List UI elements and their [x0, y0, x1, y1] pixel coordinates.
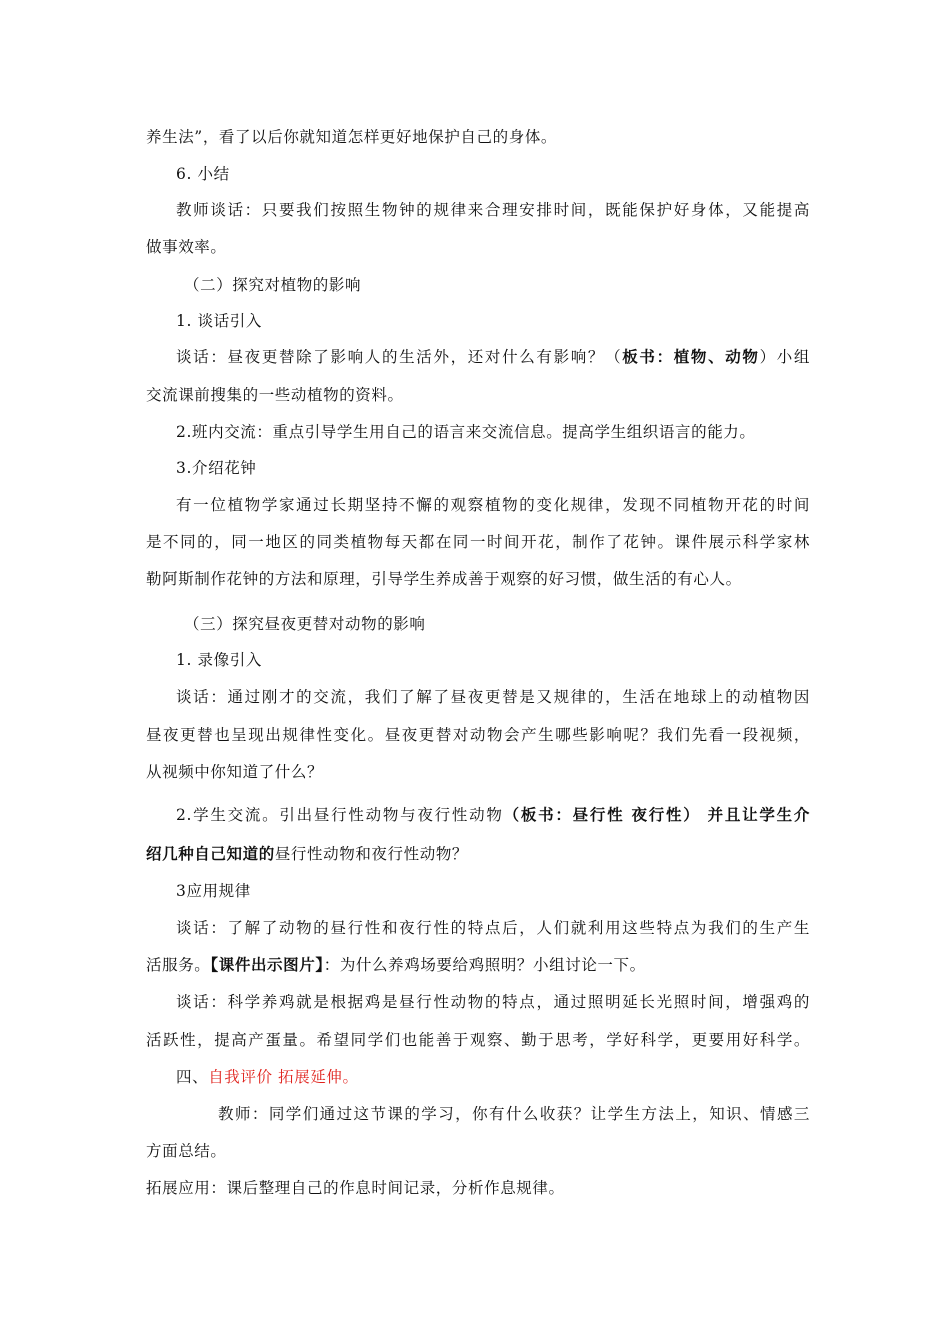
paragraph-line: 谈话：通过刚才的交流，我们了解了昼夜更替是又规律的，生活在地球上的动植物因	[176, 688, 810, 706]
section-heading-summary: 6. 小结	[176, 165, 230, 183]
subheading-video-intro: 1. 录像引入	[176, 651, 262, 669]
text-run: 谈话：昼夜更替除了影响人的生活外，还对什么有影响？（	[176, 348, 623, 366]
text-run: ：为什么养鸡场要给鸡照明？小组讨论一下。	[323, 956, 646, 974]
paragraph-line	[176, 347, 810, 367]
text-run: 2.学生交流。引出昼行性动物与夜行性动物	[176, 806, 504, 824]
board-note: 板书：植物、动物	[622, 347, 760, 366]
text-run: 昼行性动物和夜行性动物？	[274, 845, 469, 863]
paragraph-line: 活跃性，提高产蛋量。希望同学们也能善于观察、勤于思考，学好科学，更要用好科学。	[146, 1031, 810, 1049]
courseware-note: 【课件出示图片】	[210, 955, 324, 974]
subheading-apply-rules: 3应用规律	[176, 882, 251, 900]
paragraph-line: 是不同的，同一地区的同类植物每天都在同一时间开花，制作了花钟。课件展示科学家林	[146, 533, 810, 551]
paragraph-line: 养生法”，看了以后你就知道怎样更好地保护自己的身体。	[146, 128, 558, 146]
paragraph-line: 谈话：科学养鸡就是根据鸡是昼行性动物的特点，通过照明延长光照时间，增强鸡的	[176, 993, 810, 1011]
section-heading-evaluation	[176, 1067, 810, 1087]
text-run: 活服务。	[146, 956, 211, 974]
paragraph-line: 做事效率。	[146, 238, 227, 256]
paragraph-line: 交流课前搜集的一些动植物的资料。	[146, 386, 404, 404]
bold-text-run: 绍几种自己知道的	[146, 844, 275, 863]
paragraph-line	[176, 805, 810, 825]
paragraph-line: 教师谈话：只要我们按照生物钟的规律来合理安排时间，既能保护好身体，又能提高	[176, 201, 810, 219]
paragraph-line: 昼夜更替也呈现出规律性变化。昼夜更替对动物会产生哪些影响呢？我们先看一段视频，	[146, 726, 810, 744]
paragraph-line: 方面总结。	[146, 1142, 227, 1160]
paragraph-line: 拓展应用：课后整理自己的作息时间记录，分析作息规律。	[146, 1179, 565, 1197]
text-run: ）小组	[759, 348, 810, 366]
subheading-flower-clock: 3.介绍花钟	[176, 459, 257, 477]
paragraph-line	[146, 844, 810, 864]
paragraph-line: 有一位植物学家通过长期坚持不懈的观察植物的变化规律，发现不同植物开花的时间	[176, 496, 810, 514]
paragraph-line	[146, 955, 810, 975]
section-heading-animals: （三）探究昼夜更替对动物的影响	[184, 615, 426, 633]
section-number: 四、	[176, 1068, 209, 1086]
paragraph-line: 教师：同学们通过这节课的学习，你有什么收获？让学生方法上，知识、情感三	[218, 1105, 810, 1123]
paragraph-line: 勒阿斯制作花钟的方法和原理，引导学生养成善于观察的好习惯，做生活的有心人。	[146, 570, 742, 588]
board-note: （板书：昼行性 夜行性） 并且让学生介	[503, 805, 810, 824]
paragraph-line: 谈话：了解了动物的昼行性和夜行性的特点后，人们就利用这些特点为我们的生产生	[176, 919, 810, 937]
section-heading-plants: （二）探究对植物的影响	[184, 276, 362, 294]
subheading-talk-intro: 1. 谈话引入	[176, 312, 262, 330]
paragraph-line: 从视频中你知道了什么？	[146, 763, 324, 781]
paragraph-line: 2.班内交流：重点引导学生用自己的语言来交流信息。提高学生组织语言的能力。	[176, 423, 756, 441]
red-heading-text: 自我评价 拓展延伸。	[208, 1068, 359, 1086]
